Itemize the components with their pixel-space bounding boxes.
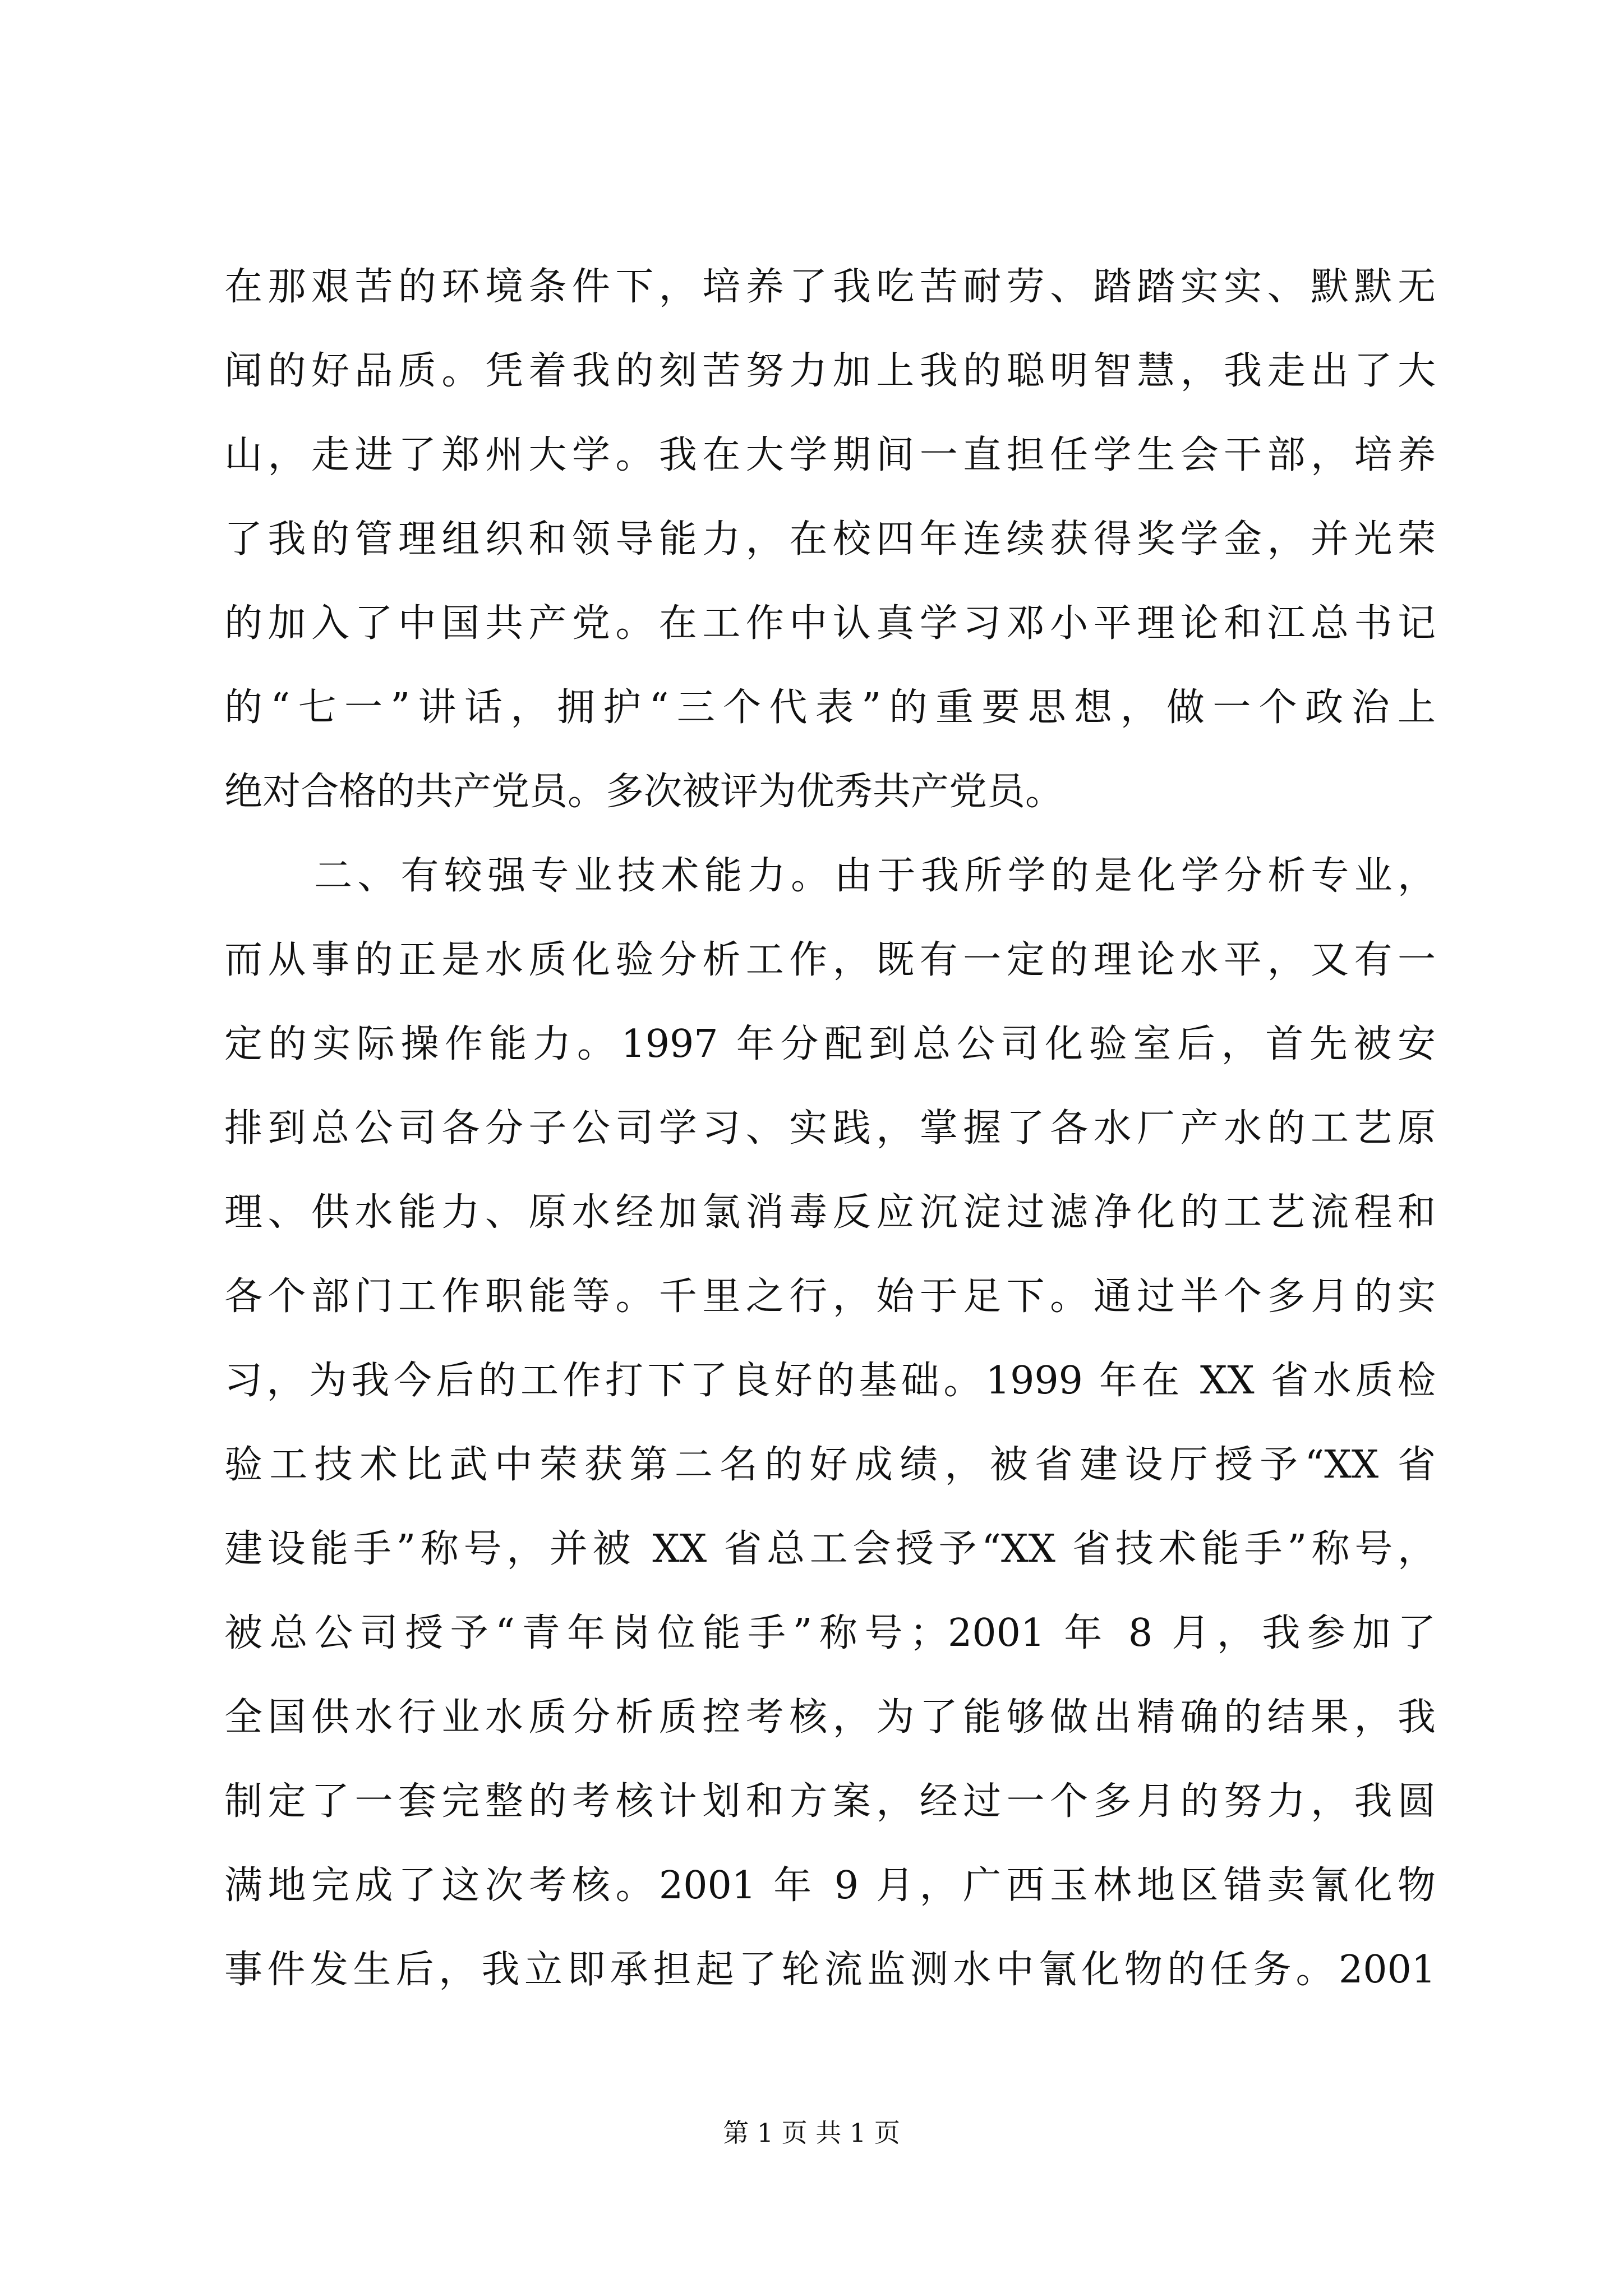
text-line-17: 被总公司授予“青年岗位能手”称号；2001 年 8 月，我参加了	[224, 1611, 1436, 1655]
text-line-21: 事件发生后，我立即承担起了轮流监测水中氰化物的任务。2001	[224, 1948, 1436, 1992]
text-line-16: 建设能手”称号，并被 XX 省总工会授予“XX 省技术能手”称号，	[224, 1527, 1436, 1571]
text-line-7: 绝对合格的共产党员。多次被评为优秀共产党员。	[224, 770, 1064, 814]
text-line-20: 满地完成了这次考核。2001 年 9 月，广西玉林地区错卖氰化物	[224, 1864, 1436, 1908]
text-line-11: 排到总公司各分子公司学习、实践，掌握了各水厂产水的工艺原	[224, 1106, 1436, 1151]
text-line-4: 了我的管理组织和领导能力，在校四年连续获得奖学金，并光荣	[224, 517, 1436, 562]
text-line-1: 在那艰苦的环境条件下，培养了我吃苦耐劳、踏踏实实、默默无	[224, 265, 1436, 309]
text-line-2: 闻的好品质。凭着我的刻苦努力加上我的聪明智慧，我走出了大	[224, 349, 1436, 393]
text-line-15: 验工技术比武中荣获第二名的好成绩，被省建设厅授予“XX 省	[224, 1443, 1436, 1487]
text-line-13: 各个部门工作职能等。千里之行，始于足下。通过半个多月的实	[224, 1274, 1436, 1319]
text-line-6: 的“七一”讲话，拥护“三个代表”的重要思想，做一个政治上	[224, 685, 1436, 730]
text-line-18: 全国供水行业水质分析质控考核，为了能够做出精确的结果，我	[224, 1695, 1436, 1740]
text-line-8: 二、有较强专业技术能力。由于我所学的是化学分析专业，	[314, 854, 1436, 898]
text-line-9: 而从事的正是水质化验分析工作，既有一定的理论水平，又有一	[224, 938, 1436, 982]
text-line-12: 理、供水能力、原水经加氯消毒反应沉淀过滤净化的工艺流程和	[224, 1190, 1436, 1235]
text-line-19: 制定了一套完整的考核计划和方案，经过一个多月的努力，我圆	[224, 1779, 1436, 1824]
page-footer: 第 1 页 共 1 页	[723, 2118, 900, 2148]
text-line-3: 山，走进了郑州大学。我在大学期间一直担任学生会干部，培养	[224, 433, 1436, 477]
text-line-14: 习，为我今后的工作打下了良好的基础。1999 年在 XX 省水质检	[224, 1359, 1436, 1403]
text-line-10: 定的实际操作能力。1997 年分配到总公司化验室后，首先被安	[224, 1022, 1436, 1066]
text-line-5: 的加入了中国共产党。在工作中认真学习邓小平理论和江总书记	[224, 601, 1436, 646]
